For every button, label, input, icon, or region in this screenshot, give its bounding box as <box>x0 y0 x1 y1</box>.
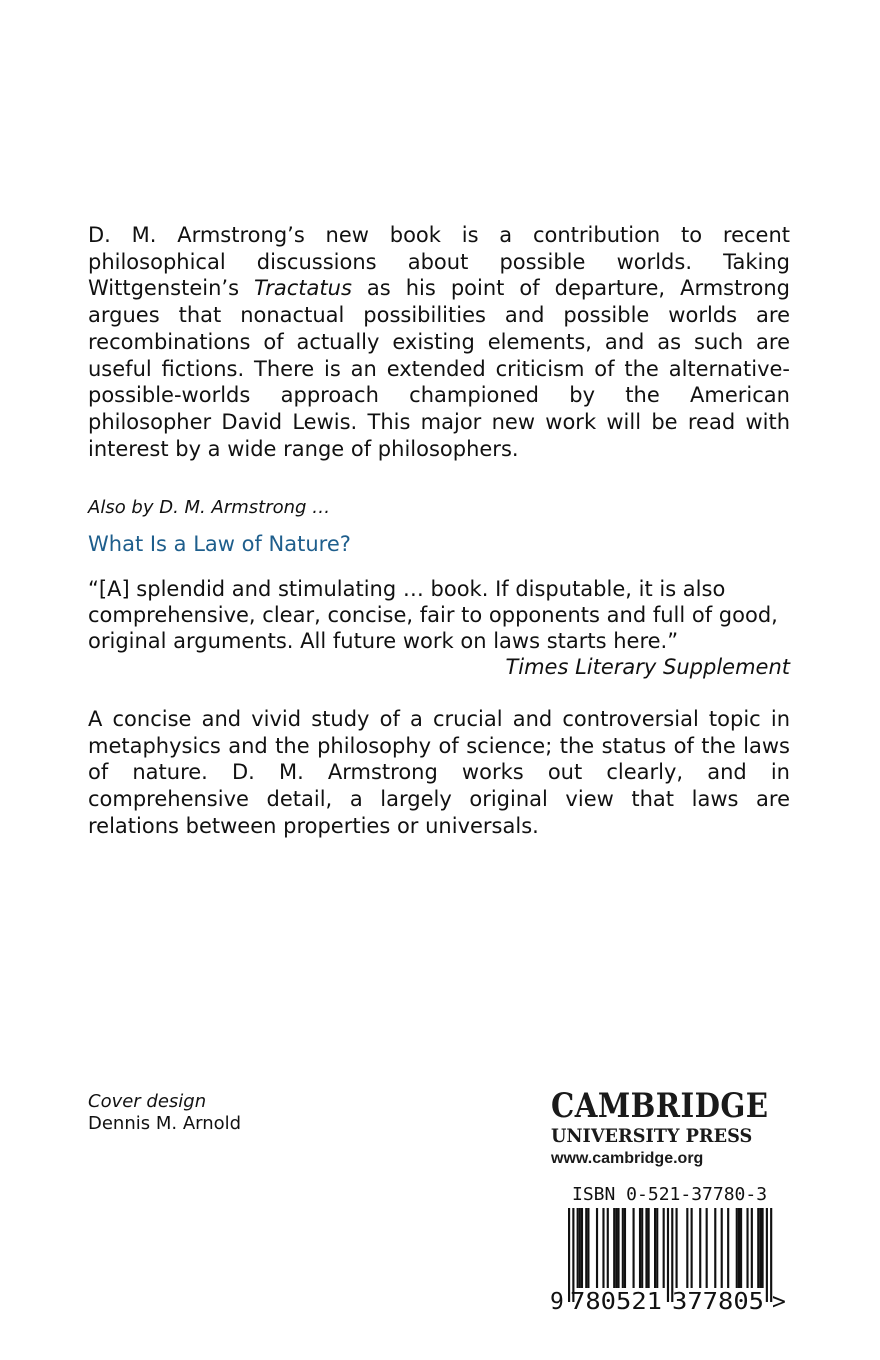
publisher-name: CAMBRIDGE <box>551 1086 769 1126</box>
barcode-bar <box>613 1208 615 1288</box>
barcode-bar <box>633 1208 635 1288</box>
barcode-trail-mark: > <box>772 1289 786 1315</box>
barcode-bar <box>615 1208 617 1288</box>
publisher-logo <box>551 1087 796 1171</box>
also-by-label: Also by D. M. Armstrong … <box>88 497 331 518</box>
barcode-bar <box>596 1208 598 1288</box>
barcode-bar <box>645 1208 647 1288</box>
cover-design-credit <box>88 1091 241 1135</box>
barcode-bar <box>738 1208 740 1288</box>
barcode-bars <box>568 1208 772 1302</box>
barcode-bar <box>671 1208 673 1302</box>
barcode-bar <box>766 1208 768 1302</box>
barcode-bar <box>727 1208 729 1288</box>
barcode-bar <box>602 1208 604 1288</box>
barcode-bar <box>648 1208 650 1288</box>
barcode-bar <box>699 1208 701 1288</box>
review-quote <box>88 576 790 680</box>
barcode-bar <box>572 1208 574 1302</box>
related-book-description: A concise and vivid study of a crucial and controversial topic in metaphysics and the philosophy of science; the status of the laws of nature. D. M. Armstrong works out clearly, and in comprehensive detail, a largely original view that laws are relations between properties or universals. <box>88 707 790 838</box>
barcode-bar <box>581 1208 583 1288</box>
isbn-number: ISBN 0-521-37780-3 <box>572 1184 768 1205</box>
blurb-text-part2: as his point of departure, Armstrong argues that nonactual possibilities and possible worlds are recombinations of actually existing elements, and as such are useful fictions. There is an extended criticism of the alternative-possible-worlds approach championed by the American philosopher David Lewis. This major new work will be read with interest by a wide range of philosophers. <box>88 276 790 461</box>
cover-design-label: Cover design <box>88 1091 207 1112</box>
barcode-bar <box>746 1208 748 1288</box>
blurb-italic-title: Tractatus <box>254 276 352 301</box>
barcode-bar <box>656 1208 658 1288</box>
related-book-title: What Is a Law of Nature? <box>88 532 351 556</box>
barcode-bar <box>759 1208 761 1288</box>
barcode-bar <box>587 1208 589 1288</box>
barcode-bar <box>663 1208 665 1288</box>
barcode-bar <box>667 1208 669 1302</box>
isbn-barcode <box>548 1208 793 1316</box>
barcode-right-digits: 377805 <box>672 1289 764 1315</box>
review-quote-text: “[A] splendid and stimulating … book. If disputable, it is also comprehensive, clear, concise, fair to opponents and full of good, original arguments. All future work on laws starts here.” <box>88 577 778 653</box>
barcode-bar <box>762 1208 764 1288</box>
cover-designer-name: Dennis M. Arnold <box>88 1113 242 1134</box>
barcode-bar <box>577 1208 579 1288</box>
barcode-bar <box>757 1208 759 1288</box>
barcode-bar <box>622 1208 624 1288</box>
barcode-bar <box>721 1208 723 1288</box>
barcode-bar <box>654 1208 656 1288</box>
barcode-bar <box>641 1208 643 1288</box>
review-quote-source: Times Literary Supplement <box>505 655 790 679</box>
book-blurb <box>88 222 790 462</box>
barcode-left-digits: 780521 <box>570 1289 662 1315</box>
barcode-bar <box>607 1208 609 1288</box>
barcode-bar <box>624 1208 626 1288</box>
barcode-bar <box>676 1208 678 1288</box>
barcode-bar <box>568 1208 570 1302</box>
barcode-bar <box>585 1208 587 1288</box>
barcode-bar <box>770 1208 772 1302</box>
barcode-bar <box>736 1208 738 1288</box>
barcode-bar <box>639 1208 641 1288</box>
barcode-bar <box>579 1208 581 1288</box>
barcode-bar <box>691 1208 693 1288</box>
publisher-website: www.cambridge.org <box>551 1150 704 1167</box>
barcode-bar <box>706 1208 708 1288</box>
barcode-bar <box>714 1208 716 1288</box>
barcode-lead-digit: 9 <box>550 1289 564 1315</box>
publisher-subname: UNIVERSITY PRESS <box>551 1125 753 1147</box>
barcode-bar <box>686 1208 688 1288</box>
barcode-bar <box>740 1208 742 1288</box>
barcode-bar <box>617 1208 619 1288</box>
blurb-text-part1: D. M. Armstrong’s new book is a contribution to recent philosophical discussions about possible worlds. Taking Wittgenstein’s <box>88 223 790 301</box>
barcode-bar <box>751 1208 753 1288</box>
